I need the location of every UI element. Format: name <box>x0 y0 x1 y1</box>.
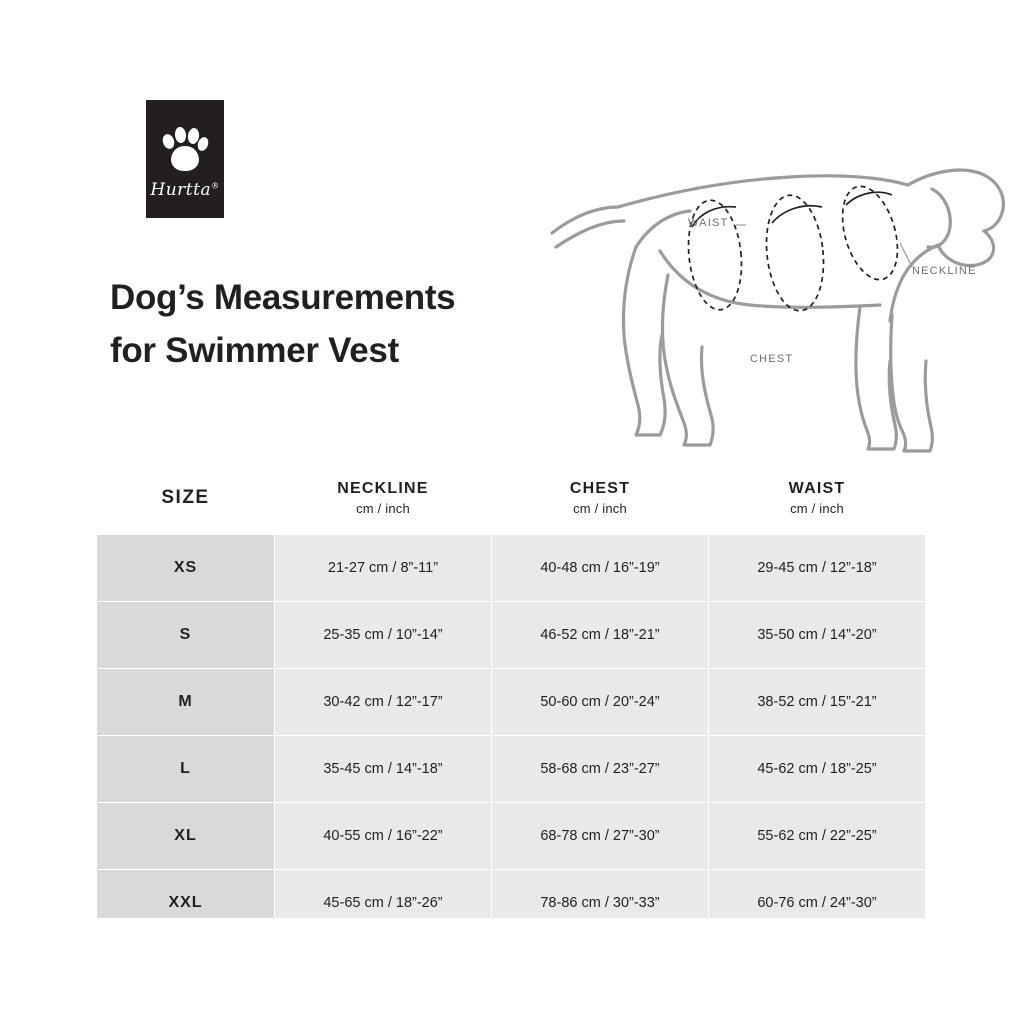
size-table-container <box>96 466 926 937</box>
page-title-line-1: Dog’s Measurements <box>110 278 456 317</box>
table-body <box>97 535 926 937</box>
label-chest: CHEST <box>750 353 794 365</box>
column-header-neckline-units: cm / inch <box>356 501 410 516</box>
cell-size: M <box>97 669 275 736</box>
column-header-neckline-label: NECKLINE <box>337 480 429 497</box>
page-title-line-2: for Swimmer Vest <box>110 330 399 370</box>
cell-waist: 38-52 cm / 15”-21” <box>709 669 926 736</box>
column-header-chest-label: CHEST <box>569 480 631 497</box>
cell-chest: 46-52 cm / 18”-21” <box>492 602 709 669</box>
cell-waist: 35-50 cm / 14”-20” <box>709 602 926 669</box>
dog-outline-svg <box>540 155 1020 455</box>
column-header-size-label: SIZE <box>161 487 210 508</box>
dog-illustration <box>540 155 1020 455</box>
brand-wordmark-text: Hurtta <box>150 180 212 200</box>
column-header-chest-units: cm / inch <box>573 501 627 516</box>
table-row <box>97 535 926 602</box>
column-header-size <box>97 466 275 535</box>
cell-neckline: 35-45 cm / 14”-18” <box>275 736 492 803</box>
bottom-margin <box>0 918 1024 1024</box>
table-header-row <box>97 466 926 535</box>
cell-chest: 58-68 cm / 23”-27” <box>492 736 709 803</box>
cell-size: XXL <box>97 870 275 937</box>
column-header-neckline <box>275 466 492 535</box>
table-row <box>97 736 926 803</box>
cell-neckline: 30-42 cm / 12”-17” <box>275 669 492 736</box>
cell-waist: 45-62 cm / 18”-25” <box>709 736 926 803</box>
label-waist: WAIST <box>688 217 729 229</box>
brand-wordmark <box>146 180 224 200</box>
cell-size: XS <box>97 535 275 602</box>
cell-waist: 55-62 cm / 22”-25” <box>709 803 926 870</box>
label-neckline: NECKLINE <box>912 265 977 277</box>
cell-waist: 29-45 cm / 12”-18” <box>709 535 926 602</box>
size-table <box>96 466 926 937</box>
cell-size: L <box>97 736 275 803</box>
table-row <box>97 669 926 736</box>
cell-neckline: 45-65 cm / 18”-26” <box>275 870 492 937</box>
cell-waist: 60-76 cm / 24”-30” <box>709 870 926 937</box>
cell-chest: 78-86 cm / 30”-33” <box>492 870 709 937</box>
cell-neckline: 40-55 cm / 16”-22” <box>275 803 492 870</box>
brand-logo <box>146 100 224 218</box>
column-header-chest <box>492 466 709 535</box>
column-header-waist-label: WAIST <box>788 480 846 497</box>
paw-icon <box>162 126 208 174</box>
cell-neckline: 25-35 cm / 10”-14” <box>275 602 492 669</box>
page-title <box>110 272 580 377</box>
table-row <box>97 803 926 870</box>
cell-chest: 40-48 cm / 16”-19” <box>492 535 709 602</box>
column-header-waist <box>709 466 926 535</box>
table-header <box>97 466 926 535</box>
cell-size: XL <box>97 803 275 870</box>
cell-neckline: 21-27 cm / 8”-11” <box>275 535 492 602</box>
table-row <box>97 602 926 669</box>
trademark-symbol: ® <box>211 181 220 191</box>
column-header-waist-units: cm / inch <box>790 501 844 516</box>
cell-size: S <box>97 602 275 669</box>
cell-chest: 50-60 cm / 20”-24” <box>492 669 709 736</box>
cell-chest: 68-78 cm / 27”-30” <box>492 803 709 870</box>
